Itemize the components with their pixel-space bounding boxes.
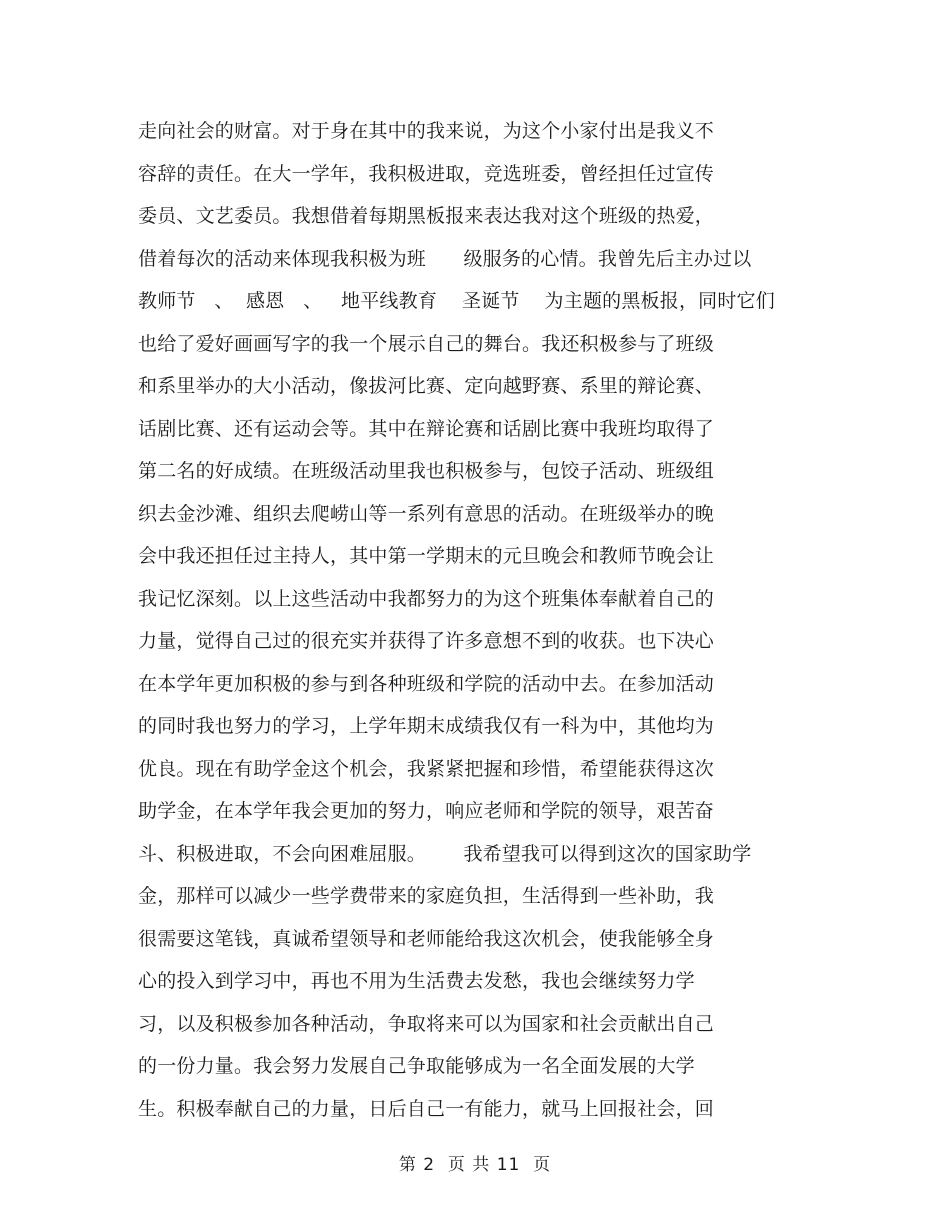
text-line: 力量，觉得自己过的很充实并获得了许多意想不到的收获。也下决心 bbox=[138, 630, 715, 652]
text-line: 生。积极奉献自己的力量，日后自己一有能力，就马上回报社会，回 bbox=[138, 1097, 715, 1120]
text-line: 走向社会的财富。对于身在其中的我来说，为这个小家付出是我义不 bbox=[138, 120, 715, 142]
text-line: 优良。现在有助学金这个机会，我紧紧把握和珍惜，希望能获得这次 bbox=[138, 757, 715, 780]
text-line: 金，那样可以减少一些学费带来的家庭负担，生活得到一些补助，我 bbox=[138, 885, 715, 907]
text-line: 我记忆深刻。以上这些活动中我都努力的为这个班集体奉献着自己的 bbox=[138, 587, 715, 610]
text-line: 借着每次的活动来体现我积极为班 级服务的心情。我曾先后主办过以 bbox=[138, 247, 752, 270]
text-line: 的一份力量。我会努力发展自己争取能够成为一名全面发展的大学 bbox=[138, 1055, 695, 1077]
text-line: 的同时我也努力的学习，上学年期末成绩我仅有一科为中，其他均为 bbox=[138, 715, 715, 737]
text-line: 斗、积极进取，不会向困难屈服。 我希望我可以得到这次的国家助学 bbox=[138, 842, 752, 865]
text-line: 也给了爱好画画写字的我一个展示自己的舞台。我还积极参与了班级 bbox=[138, 332, 715, 355]
text-line: 心的投入到学习中，再也不用为生活费去发愁，我也会继续努力学 bbox=[138, 970, 695, 992]
text-line: 话剧比赛、还有运动会等。其中在辩论赛和话剧比赛中我班均取得了 bbox=[138, 417, 715, 440]
text-line: 会中我还担任过主持人，其中第一学期末的元旦晚会和教师节晚会让 bbox=[138, 545, 715, 567]
text-line: 第二名的好成绩。在班级活动里我也积极参与，包饺子活动、班级组 bbox=[138, 460, 715, 482]
text-line: 助学金，在本学年我会更加的努力，响应老师和学院的领导，艰苦奋 bbox=[138, 800, 715, 822]
text-line: 织去金沙滩、组织去爬崂山等一系列有意思的活动。在班级举办的晚 bbox=[138, 502, 715, 525]
text-line: 和系里举办的大小活动，像拔河比赛、定向越野赛、系里的辩论赛、 bbox=[138, 375, 715, 397]
text-line: 教师节 、 感恩 、 地平线教育 圣诞节 为主题的黑板报，同时它们 bbox=[138, 290, 775, 312]
page-number: 第 2 页 共 11 页 bbox=[398, 1155, 552, 1175]
text-line: 习，以及积极参加各种活动，争取将来可以为国家和社会贡献出自己 bbox=[138, 1012, 715, 1035]
body-text bbox=[138, 110, 798, 1130]
text-line: 在本学年更加积极的参与到各种班级和学院的活动中去。在参加活动 bbox=[138, 672, 715, 695]
text-line: 很需要这笔钱，真诚希望领导和老师能给我这次机会，使我能够全身 bbox=[138, 927, 715, 950]
text-line: 委员、文艺委员。我想借着每期黑板报来表达我对这个班级的热爱， bbox=[138, 205, 715, 227]
text-line: 容辞的责任。在大一学年，我积极进取，竞选班委，曾经担任过宣传 bbox=[138, 162, 715, 185]
